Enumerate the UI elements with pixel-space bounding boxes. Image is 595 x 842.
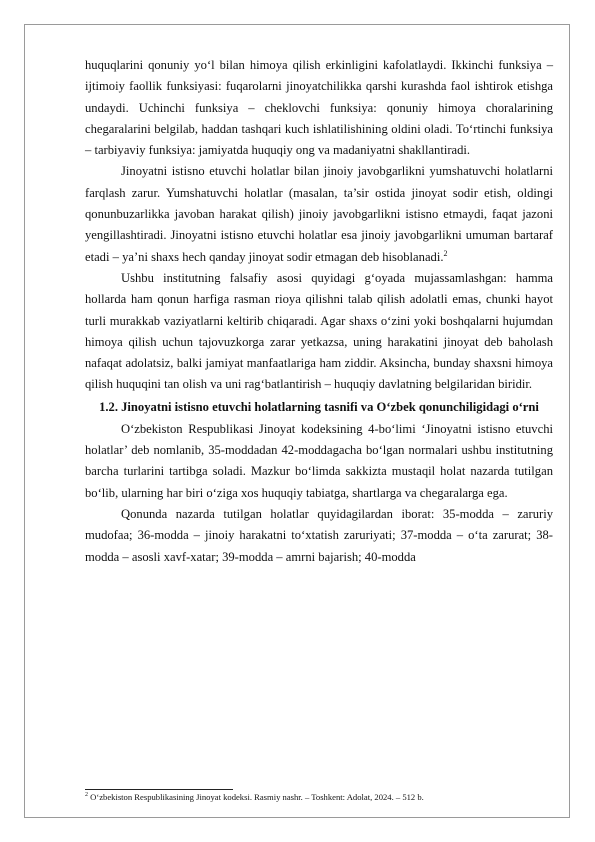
- footnote-marker: 2: [85, 792, 88, 799]
- paragraph-criminal-code: O‘zbekiston Respublikasi Jinoyat kodeksining 4-bo‘limi ‘Jinoyatni istisno etuvchi holatlar’ deb nomlanib, 35-moddadan 42-moddagacha bo‘lgan normalari ushbu institutning barcha turlarini tartibga soladi. Mazkur bo‘limda sakkizta mustaqil holat nazarda tutilgan bo‘lib, ularning har biri o‘ziga xos huquqiy tabiatga, shartlarga va chegaralarga ega.: [85, 421, 553, 500]
- footnote-text: O‘zbekiston Respublikasining Jinoyat kodeksi. Rasmiy nashr. – Toshkent: Adolat, 2024. – 512 b.: [88, 792, 424, 802]
- paragraph-functions: huquqlarini qonuniy yo‘l bilan himoya qilish erkinligini kafolatlaydi. Ikkinchi funksiya – ijtimoiy faollik funksiyasi: fuqarolarni jinoyatchilikka qarshi kurashda faol ishtirok etishga undaydi. Uchinchi funksiya – cheklovchi funksiya: qonuniy himoya choralarining chegaralarini belgilab, haddan tashqari kuch ishlatilishining oldini oladi. To‘rtinchi funksiya – tarbiyaviy funksiya: jamiyatda huquqiy ong va madaniyatni shakllantiradi.: [85, 58, 553, 158]
- document-body: [85, 55, 553, 568]
- paragraph-text: Jinoyatni istisno etuvchi holatlar bilan jinoiy javobgarlikni yumshatuvchi holatlarni farqlash zarur. Yumshatuvchi holatlar (masalan, ta’sir ostida jinoyat sodir etish, oldingi qonunbuzarlikka javoban harakat qilish) jinoiy javobgarlikni istisno etmaydi, faqat jazoni yengillashtiradi. Jinoyatni istisno etuvchi holatlar esa jinoiy javobgarlikni umuman bartaraf etadi – ya’ni shaxs hech qanday jinoyat sodir etmagan deb hisoblanadi.: [85, 164, 553, 264]
- paragraph-mitigating-circumstances: [85, 161, 553, 267]
- paragraph-philosophical-basis: Ushbu institutning falsafiy asosi quyidagi g‘oyada mujassamlashgan: hamma hollarda ham qonun harfiga rasman rioya qilishni talab qilish adolatli emas, chunki hayot turli murakkab vaziyatlarni keltirib chiqaradi. Agar shaxs o‘zini yoki boshqalarni hujumdan himoya qilish uchun tajovuzkorga zarar yetkazsa, uning harakatini jinoyat deb baholash nafaqat adolatsiz, balki jamiyat manfaatlariga ham ziddir. Aksincha, bunday shaxsni himoya qilish huquqini tan olish va uni rag‘batlantirish – huquqiy davlatning belgilaridan biridir.: [85, 270, 553, 392]
- footnote: [85, 792, 553, 803]
- footnote-divider: [85, 789, 233, 790]
- paragraph-circumstances-list: Qonunda nazarda tutilgan holatlar quyidagilardan iborat: 35-modda – zaruriy mudofaa; 36-modda – jinoiy harakatni to‘xtatish zaruriyati; 37-modda – o‘ta zarurat; 38-modda – asosli xavf-xatar; 39-modda – amrni bajarish; 40-modda: [85, 506, 553, 564]
- footnote-reference: 2: [443, 248, 448, 258]
- section-heading: 1.2. Jinoyatni istisno etuvchi holatlarning tasnifi va O‘zbek qonunchiligidagi o‘rni: [99, 399, 539, 414]
